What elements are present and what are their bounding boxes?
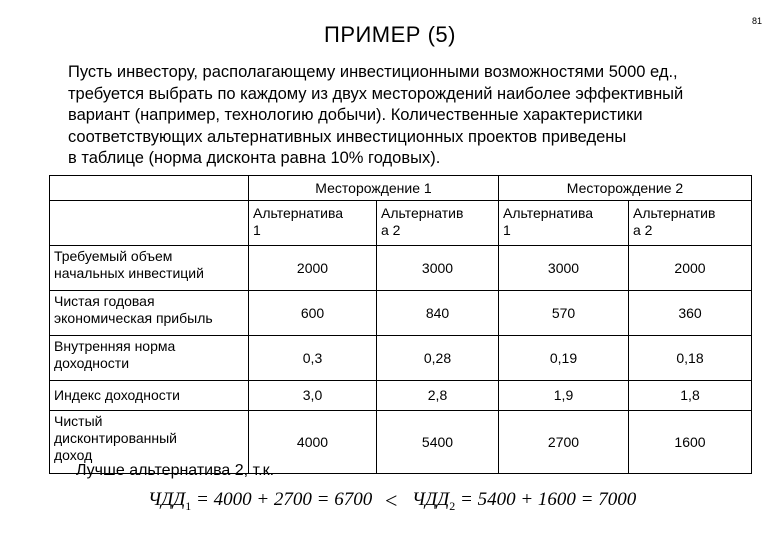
table-row	[50, 246, 752, 291]
conclusion-text: Лучше альтернатива 2, т.к.	[76, 462, 275, 479]
label-line: Чистая годовая	[54, 293, 155, 309]
formula-subscript: 2	[449, 499, 456, 513]
row-label	[50, 246, 249, 291]
table-cell: 3000	[377, 246, 499, 291]
alt-text: 1	[253, 222, 261, 238]
alternative-header	[499, 201, 629, 246]
label-line: экономическая прибыль	[54, 310, 213, 326]
row-label	[50, 336, 249, 381]
alt-text: Альтернатива	[253, 205, 344, 221]
label-line: доход	[54, 447, 93, 463]
table-cell: 2000	[629, 246, 752, 291]
alt-text: Альтернатива	[503, 205, 594, 221]
table-cell: 2,8	[377, 381, 499, 411]
label-line: Требуемый объем	[54, 248, 173, 264]
intro-line: в таблице (норма дисконта равна 10% годовых).	[68, 149, 441, 167]
table-cell: 2000	[249, 246, 377, 291]
field-1-header: Месторождение 1	[249, 176, 499, 201]
table-cell: 1600	[629, 411, 752, 474]
intro-line: Пусть инвестору, располагающему инвестиционными возможностями 5000 ед.,	[68, 63, 678, 81]
slide-title: ПРИМЕР (5)	[324, 22, 456, 47]
alternative-header	[249, 201, 377, 246]
alternative-header	[629, 201, 752, 246]
table-cell: 360	[629, 291, 752, 336]
table-cell: 3,0	[249, 381, 377, 411]
table-cell: 0,28	[377, 336, 499, 381]
alternative-header	[377, 201, 499, 246]
intro-line: вариант (например, технологию добычи). Количественные характеристики	[68, 106, 643, 124]
formula-npv-1	[148, 489, 372, 511]
alt-text: а 2	[633, 222, 653, 238]
table-row	[50, 336, 752, 381]
field-2-header: Месторождение 2	[499, 176, 752, 201]
alternatives-row	[50, 201, 752, 246]
intro-paragraph	[68, 62, 758, 170]
page-number: 81	[751, 16, 762, 26]
table-corner-cell	[50, 176, 249, 201]
alt-text: Альтернатив	[381, 205, 464, 221]
comparison-operator: <	[385, 488, 398, 513]
table-cell: 840	[377, 291, 499, 336]
table-row	[50, 291, 752, 336]
table-cell: 3000	[499, 246, 629, 291]
intro-line: требуется выбрать по каждому из двух месторождений наиболее эффективный	[68, 84, 684, 103]
table-cell: 570	[499, 291, 629, 336]
row-label	[50, 291, 249, 336]
label-line: Индекс доходности	[54, 387, 180, 403]
table-cell: 1,8	[629, 381, 752, 411]
label-line: начальных инвестиций	[54, 265, 204, 281]
table-row	[50, 381, 752, 411]
formula-expression: = 5400 + 1600 = 7000	[455, 489, 637, 510]
label-line: Чистый	[54, 413, 103, 429]
investment-table	[49, 175, 752, 474]
formula-name: ЧДД	[148, 489, 186, 510]
table-cell: 600	[249, 291, 377, 336]
label-line: дисконтированный	[54, 430, 178, 446]
table-cell: 4000	[249, 411, 377, 474]
table-cell: 2700	[499, 411, 629, 474]
label-line: доходности	[54, 355, 130, 371]
intro-line: соответствующих альтернативных инвестиционных проектов приведены	[68, 127, 627, 146]
table-header-row	[50, 176, 752, 201]
formula-npv-2	[412, 489, 636, 511]
row-label	[50, 381, 249, 411]
table-cell: 1,9	[499, 381, 629, 411]
formula-expression: = 4000 + 2700 = 6700	[191, 489, 373, 510]
table-corner-cell	[50, 201, 249, 246]
formula-subscript: 1	[185, 499, 192, 513]
alt-text: 1	[503, 222, 511, 238]
table-cell: 0,19	[499, 336, 629, 381]
formula-name: ЧДД	[412, 489, 450, 510]
table-cell: 0,18	[629, 336, 752, 381]
table-cell: 5400	[377, 411, 499, 474]
table-cell: 0,3	[249, 336, 377, 381]
alt-text: Альтернатив	[633, 205, 716, 221]
label-line: Внутренняя норма	[54, 338, 176, 354]
alt-text: а 2	[381, 222, 401, 238]
